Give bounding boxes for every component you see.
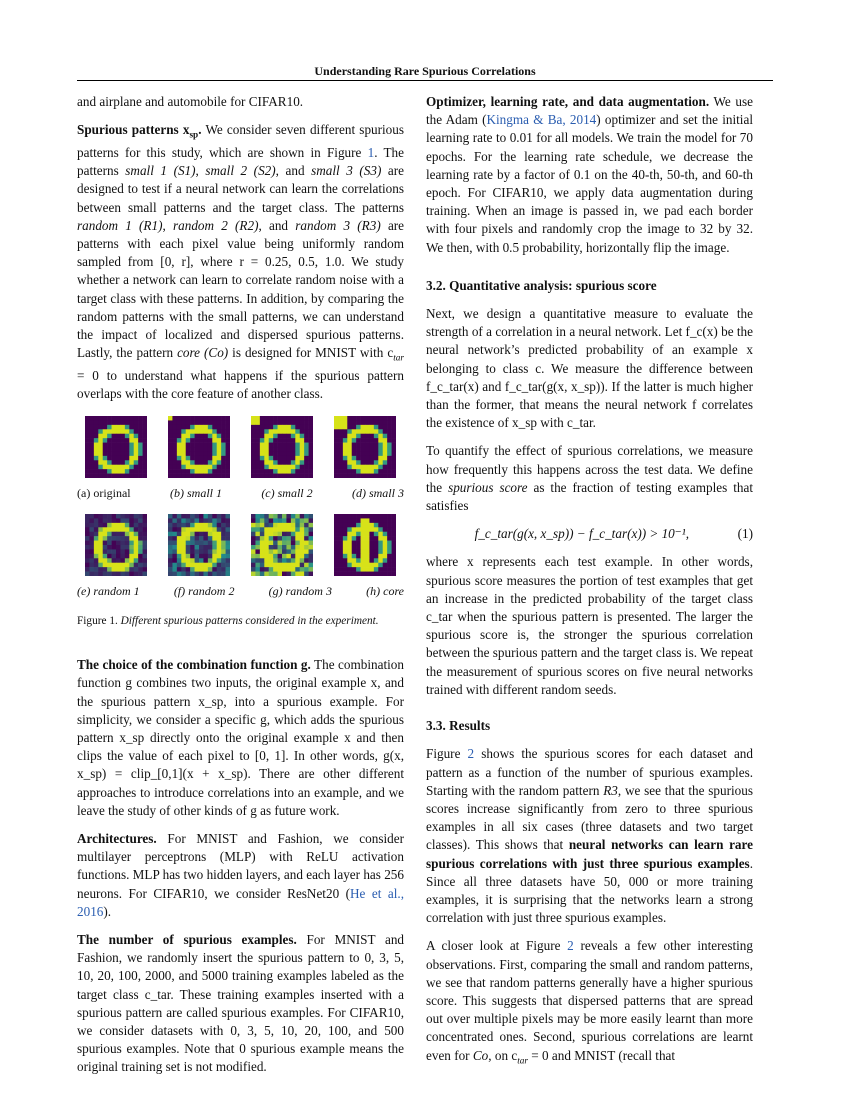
- right-column: [426, 93, 753, 1069]
- figure-2-link[interactable]: 2: [467, 746, 475, 762]
- subcaption-random-3: (g) random 3: [268, 583, 332, 598]
- pattern-cell-random-2: [168, 514, 230, 576]
- subcaption-random-2: (f) random 2: [173, 583, 235, 598]
- citation-he-2016[interactable]: He et al., 2016: [77, 885, 404, 919]
- subcaption-original: (a) original: [77, 485, 131, 500]
- figure-row-2-labels: [77, 582, 404, 600]
- pattern-cell-random-3: [251, 514, 313, 576]
- section-3-2-heading: 3.2. Quantitative analysis: spurious score: [426, 277, 657, 293]
- equation-body: f_c_tar(g(x, x_sp)) − f_c_tar(x)) > 10⁻¹,: [474, 526, 689, 542]
- running-title: Understanding Rare Spurious Correlations: [314, 64, 536, 78]
- paragraph-heading: Spurious patterns $x_{sp}$.: [77, 122, 202, 140]
- pattern-thumbnail-random-3: [251, 514, 313, 576]
- pattern-thumbnail-core: [334, 514, 396, 576]
- citation-kingma-2014[interactable]: Kingma & Ba, 2014: [486, 112, 597, 128]
- figure-row-2: [85, 514, 396, 576]
- figure-row-1: [85, 416, 396, 478]
- pattern-cell-core: [334, 514, 396, 576]
- pattern-thumbnail-original: [85, 416, 147, 478]
- paragraph-heading: Optimizer, learning rate, and data augmentation.: [426, 94, 710, 109]
- equation-1: [426, 525, 753, 543]
- pattern-thumbnail-small-2: [251, 416, 313, 478]
- pattern-thumbnail-random-1: [85, 514, 147, 576]
- figure-2-link[interactable]: 2: [567, 938, 574, 954]
- subcaption-small-2: (c) small 2: [261, 485, 313, 500]
- figure-1-caption: Figure 1. Different spurious patterns considered in the experiment.: [77, 614, 379, 627]
- paragraph-optimizer: Optimizer, learning rate, and data augmentation. We use the Adam (Kingma & Ba, 2014) optimizer and set the initial learning rate to 0.01 for all models. We train the model for 70 epochs. For the learning rate schedule, we decrease the learning rate by a factor of 0.1 on the 40-th, 50-th, and 60-th epoch. For CIFAR10, we apply data augmentation during training. When an image is passed in, we pad each border with four pixels and randomly crop the image to 32 by 32. We then, with 0.5 probability, horizontally flip the image.: [426, 94, 753, 255]
- subcaption-core: (h) core: [366, 583, 404, 598]
- paragraph-spurious-score-intro: Next, we design a quantitative measure to evaluate the strength of a correlation in a neural network. Let f_c(x) be the neural network’s predicted probability of an example x belonging to class c. We measure the difference between f_c_tar(x) and f_c_tar(g(x, x_sp)). If the latter is much higher than the former, that means the neural network f correlates the existence of x_sp with c_tar.: [426, 306, 753, 431]
- figure-1-link[interactable]: 1: [367, 145, 375, 161]
- pattern-cell-original: [85, 416, 147, 478]
- paragraph-intro-tail: [77, 93, 404, 111]
- subcaption-random-1: (e) random 1: [77, 583, 140, 598]
- equation-number: (1): [737, 526, 753, 542]
- paragraph-spurious-score-def: To quantify the effect of spurious correlations, we measure how frequently this happens across the test data. We define the spurious score as the fraction of testing examples that satisfies: [426, 443, 753, 514]
- left-column: [77, 93, 404, 1077]
- text: and airplane and automobile for CIFAR10.: [77, 94, 304, 109]
- paragraph-combination-function: The choice of the combination function g. The combination function g combines two inputs, the original example x, and the spurious pattern x_sp, into a spurious example. For simplicity, we consider a specific g, which adds the spurious pattern x_sp directly onto the original example x and then clips the value of each pixel to [0, 1]. In other words, g(x, x_sp) = clip_[0,1](x + x_sp). There are other different approaches to introduce correlations into an example, and we leave the study of other kinds of g as future work.: [77, 657, 404, 818]
- figure-row-1-labels: [77, 484, 404, 502]
- paragraph-spurious-patterns: Spurious patterns $x_{sp}$. We consider seven different spurious patterns for this study, which are shown in Figure 1. The patterns small 1 (S1), small 2 (S2), and small 3 (S3) are designed to test if a neural network can learn the correlations between small patterns and the target class. The patterns random 1 (R1), random 2 (R2), and random 3 (R3) are patterns with each pixel value being uniformly random sampled from [0, r], where r = 0.25, 0.5, 1.0. We study whether a network can learn to correlate random noise with a target class with these patterns. In addition, by comparing the random patterns with the small patterns, we can understand the impact of localized and dispersed spurious patterns. Lastly, the pattern core (Co) is designed for MNIST with $c_{tar} = 0$ to understand what happens if the spurious pattern overlaps with the core feature of another class.: [77, 122, 405, 402]
- section-3-3-heading: 3.3. Results: [426, 718, 491, 734]
- figure-1: [77, 416, 404, 631]
- pattern-cell-small-1: [168, 416, 230, 478]
- pattern-cell-random-1: [85, 514, 147, 576]
- pattern-thumbnail-small-1: [168, 416, 230, 478]
- subcaption-small-1: (b) small 1: [169, 485, 222, 500]
- pattern-cell-small-2: [251, 416, 313, 478]
- paragraph-heading: The choice of the combination function g.: [77, 657, 311, 673]
- paragraph-results: Figure 2 shows the spurious scores for each dataset and pattern as a function of the number of spurious examples. Starting with the random pattern R3, we see that the spurious scores increase significantly from zero to three spurious examples in all six cases (three datasets and two target classes). This shows that neural networks can learn rare spurious correlations with just three spurious examples. Since all three datasets have 50, 000 or more training examples, it is surprising that the networks learn a strong correlation with just three spurious examples.: [426, 746, 753, 926]
- pattern-thumbnail-small-3: [334, 416, 396, 478]
- paragraph-heading: Architectures.: [77, 830, 157, 846]
- subcaption-small-3: (d) small 3: [351, 485, 404, 500]
- paragraph-observations: A closer look at Figure 2 reveals a few other interesting observations. First, comparing the small and random patterns, we see that random patterns generally have a higher spurious score. This suggests that dispersed patterns that are spread out over multiple pixels may be more easily learnt than more concentrated ones. Second, spurious correlations are learnt even for Co, on $c_{tar} = 0$ and MNIST (recall that: [426, 938, 753, 1066]
- paragraph-architectures: Architectures. For MNIST and Fashion, we consider multilayer perceptrons (MLP) with ReLU activation functions. MLP has two hidden layers, and each layer has 256 neurons. For CIFAR10, we consider ResNet20 (He et al., 2016).: [77, 830, 404, 919]
- pattern-thumbnail-random-2: [168, 514, 230, 576]
- pattern-cell-small-3: [334, 416, 396, 478]
- header-rule: [77, 80, 773, 81]
- paragraph-spurious-score-explain: where x represents each test example. In other words, spurious score measures the portion of test examples that get an increase in the predicted probability of the target class c_tar when the spurious pattern is presented. The larger the spurious score is, the stronger the spurious correlation between the spurious pattern and the target class is. We repeat the measurement of spurious scores on five neural networks trained with different random seeds.: [426, 554, 753, 697]
- paragraph-number-spurious: The number of spurious examples. For MNIST and Fashion, we randomly insert the spurious pattern to 0, 3, 5, 10, 20, 100, 2000, and 5000 training examples labeled as the target class c_tar. These training examples inserted with a spurious pattern are called spurious examples. For CIFAR10, we consider datasets with 0, 3, 5, 10, 20, 100, and 500 spurious examples. Note that 0 spurious example means the original training set is not modified.: [77, 931, 405, 1075]
- paragraph-heading: The number of spurious examples.: [77, 931, 297, 947]
